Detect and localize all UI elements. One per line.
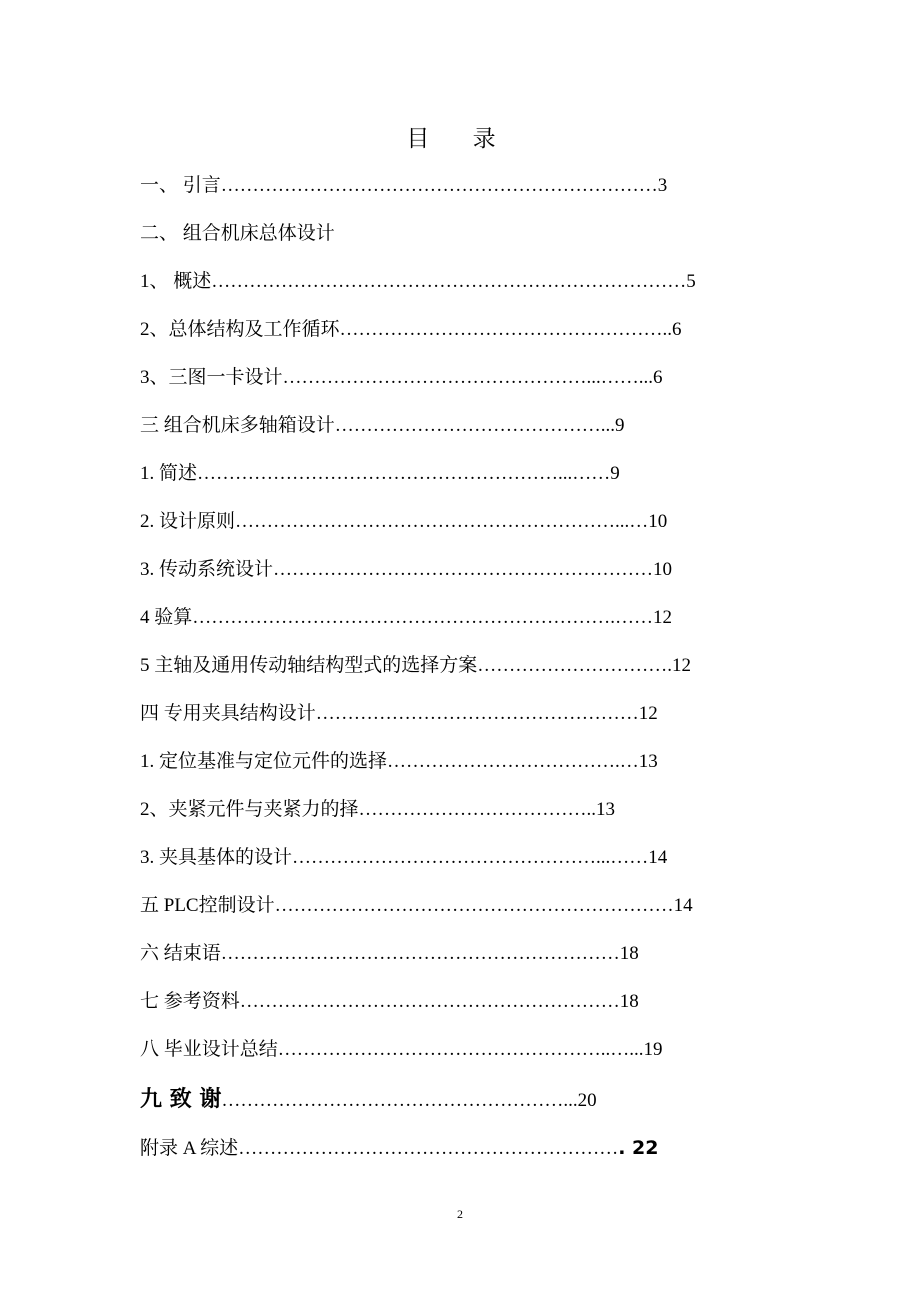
page-number: 2 <box>457 1207 463 1221</box>
toc-entry-label: 3、三图一卡设计 <box>140 367 283 388</box>
toc-leader-dots: ……………………………………………………… <box>220 943 620 964</box>
toc-entry-label: 九 致 谢 <box>140 1087 222 1112</box>
toc-entry-label: 三 组合机床多轴箱设计 <box>140 415 335 436</box>
toc-leader-dots: …………………………………………… <box>315 703 639 724</box>
toc-leader-dots: …………………………………………….. <box>339 319 673 340</box>
toc-leader-dots: …………………………………………………...…… <box>197 463 611 484</box>
toc-entry-label: 四 专用夹具结构设计 <box>140 703 316 724</box>
toc-page-number: 12 <box>672 655 692 676</box>
toc-entry-fixture-base[interactable] <box>140 843 667 873</box>
toc-entry-three-drawings[interactable] <box>140 363 663 393</box>
toc-leader-dots: …………………………. <box>477 655 673 676</box>
toc-page-number: 6 <box>672 319 682 340</box>
toc-leader-dots: …………………………………………...…… <box>292 847 649 868</box>
toc-leader-dots: ……………………………………………..… <box>277 1039 630 1060</box>
toc-entry-structure-cycle[interactable] <box>140 315 682 345</box>
toc-entry-label: 1. 定位基准与定位元件的选择 <box>140 751 388 772</box>
toc-leader-dots: …………………………………………………… <box>239 991 620 1012</box>
toc-entry-appendix-a[interactable] <box>140 1133 658 1163</box>
toc-entry-label: 1. 简述 <box>140 463 198 484</box>
toc-page-number: . 22 <box>618 1137 659 1159</box>
toc-page-number: 5 <box>686 271 696 292</box>
toc-entry-references[interactable] <box>140 987 639 1017</box>
toc-entry-label: 2、总体结构及工作循环 <box>140 319 340 340</box>
toc-page-number: ...19 <box>629 1039 663 1060</box>
toc-entry-label: 1、 概述 <box>140 271 212 292</box>
toc-leader-dots: ………………………………………………………………… <box>211 271 687 292</box>
toc-entry-transmission[interactable] <box>140 555 672 585</box>
toc-entry-label: 五 PLC控制设计 <box>140 895 275 916</box>
toc-leader-dots: ……………………………… <box>358 799 587 820</box>
toc-entry-label: 七 参考资料 <box>140 991 240 1012</box>
toc-entry-introduction[interactable] <box>140 171 667 201</box>
toc-leader-dots: ……………………………….… <box>387 751 639 772</box>
toc-page-number: 13 <box>638 751 658 772</box>
toc-entry-label: 八 毕业设计总结 <box>140 1039 278 1060</box>
toc-entry-clamping[interactable] <box>140 795 615 825</box>
toc-leader-dots: …………………………………………………………… <box>220 175 658 196</box>
toc-entry-label: 3. 传动系统设计 <box>140 559 274 580</box>
toc-page-number: 10 <box>653 559 673 580</box>
toc-page-number: ..13 <box>586 799 616 820</box>
toc-entry-locating[interactable] <box>140 747 658 777</box>
toc-entry-label: 一、 引言 <box>140 175 221 196</box>
toc-page-number: 14 <box>673 895 693 916</box>
toc-leader-dots: ………………………………………………………….…… <box>192 607 654 628</box>
toc-page-number: 12 <box>638 703 658 724</box>
toc-leader-dots: ……………………………………... <box>334 415 616 436</box>
toc-page-number: 18 <box>619 943 639 964</box>
toc-entry-plc-control[interactable] <box>140 891 693 921</box>
toc-page-number: 3 <box>657 175 668 196</box>
toc-entry-fixture-design[interactable] <box>140 699 658 729</box>
toc-entry-label: 2. 设计原则 <box>140 511 236 532</box>
toc-entry-label: 2、夹紧元件与夹紧力的择 <box>140 799 359 820</box>
toc-leader-dots: …………………………………………………… <box>238 1138 619 1159</box>
toc-page-number: 10 <box>648 511 668 532</box>
toc-entry-label: 4 验算 <box>140 607 193 628</box>
page-title: 目 录 <box>406 126 514 152</box>
toc-entry-graduation-summary[interactable] <box>140 1035 663 1065</box>
toc-page-number: 20 <box>577 1090 597 1111</box>
toc-leader-dots: …………………………………………………… <box>273 559 654 580</box>
toc-entry-spindle-structure[interactable] <box>140 651 691 681</box>
toc-page-number: 14 <box>648 847 668 868</box>
toc-page-number: 9 <box>615 415 625 436</box>
toc-entry-label: 3. 夹具基体的设计 <box>140 847 293 868</box>
toc-entry-overview[interactable] <box>140 267 696 297</box>
toc-entry-label: 六 结束语 <box>140 943 221 964</box>
toc-page-number: 6 <box>653 367 663 388</box>
toc-leader-dots: ………………………………………………... <box>221 1090 578 1111</box>
toc-page-number: 12 <box>653 607 673 628</box>
toc-leader-dots: ……………………………………………………… <box>274 895 674 916</box>
toc-leader-dots: …………………………………………...……... <box>282 367 654 388</box>
toc-entry-label: 二、 组合机床总体设计 <box>140 223 335 244</box>
toc-entry-spindle-box[interactable] <box>140 411 625 441</box>
toc-page-number: 9 <box>610 463 620 484</box>
toc-leader-dots: ……………………………………………………...… <box>235 511 649 532</box>
toc-entry-label: 5 主轴及通用传动轴结构型式的选择方案 <box>140 655 478 676</box>
toc-entry-acknowledgements[interactable] <box>140 1085 597 1115</box>
toc-entry-summary[interactable] <box>140 459 620 489</box>
toc-entry-verification[interactable] <box>140 603 672 633</box>
toc-entry-conclusion[interactable] <box>140 939 639 969</box>
toc-entry-design-principles[interactable] <box>140 507 667 537</box>
toc-page-number: 18 <box>619 991 639 1012</box>
toc-entry-label: 附录 A 综述 <box>140 1138 239 1159</box>
toc-entry-overall-design[interactable] <box>140 219 335 249</box>
